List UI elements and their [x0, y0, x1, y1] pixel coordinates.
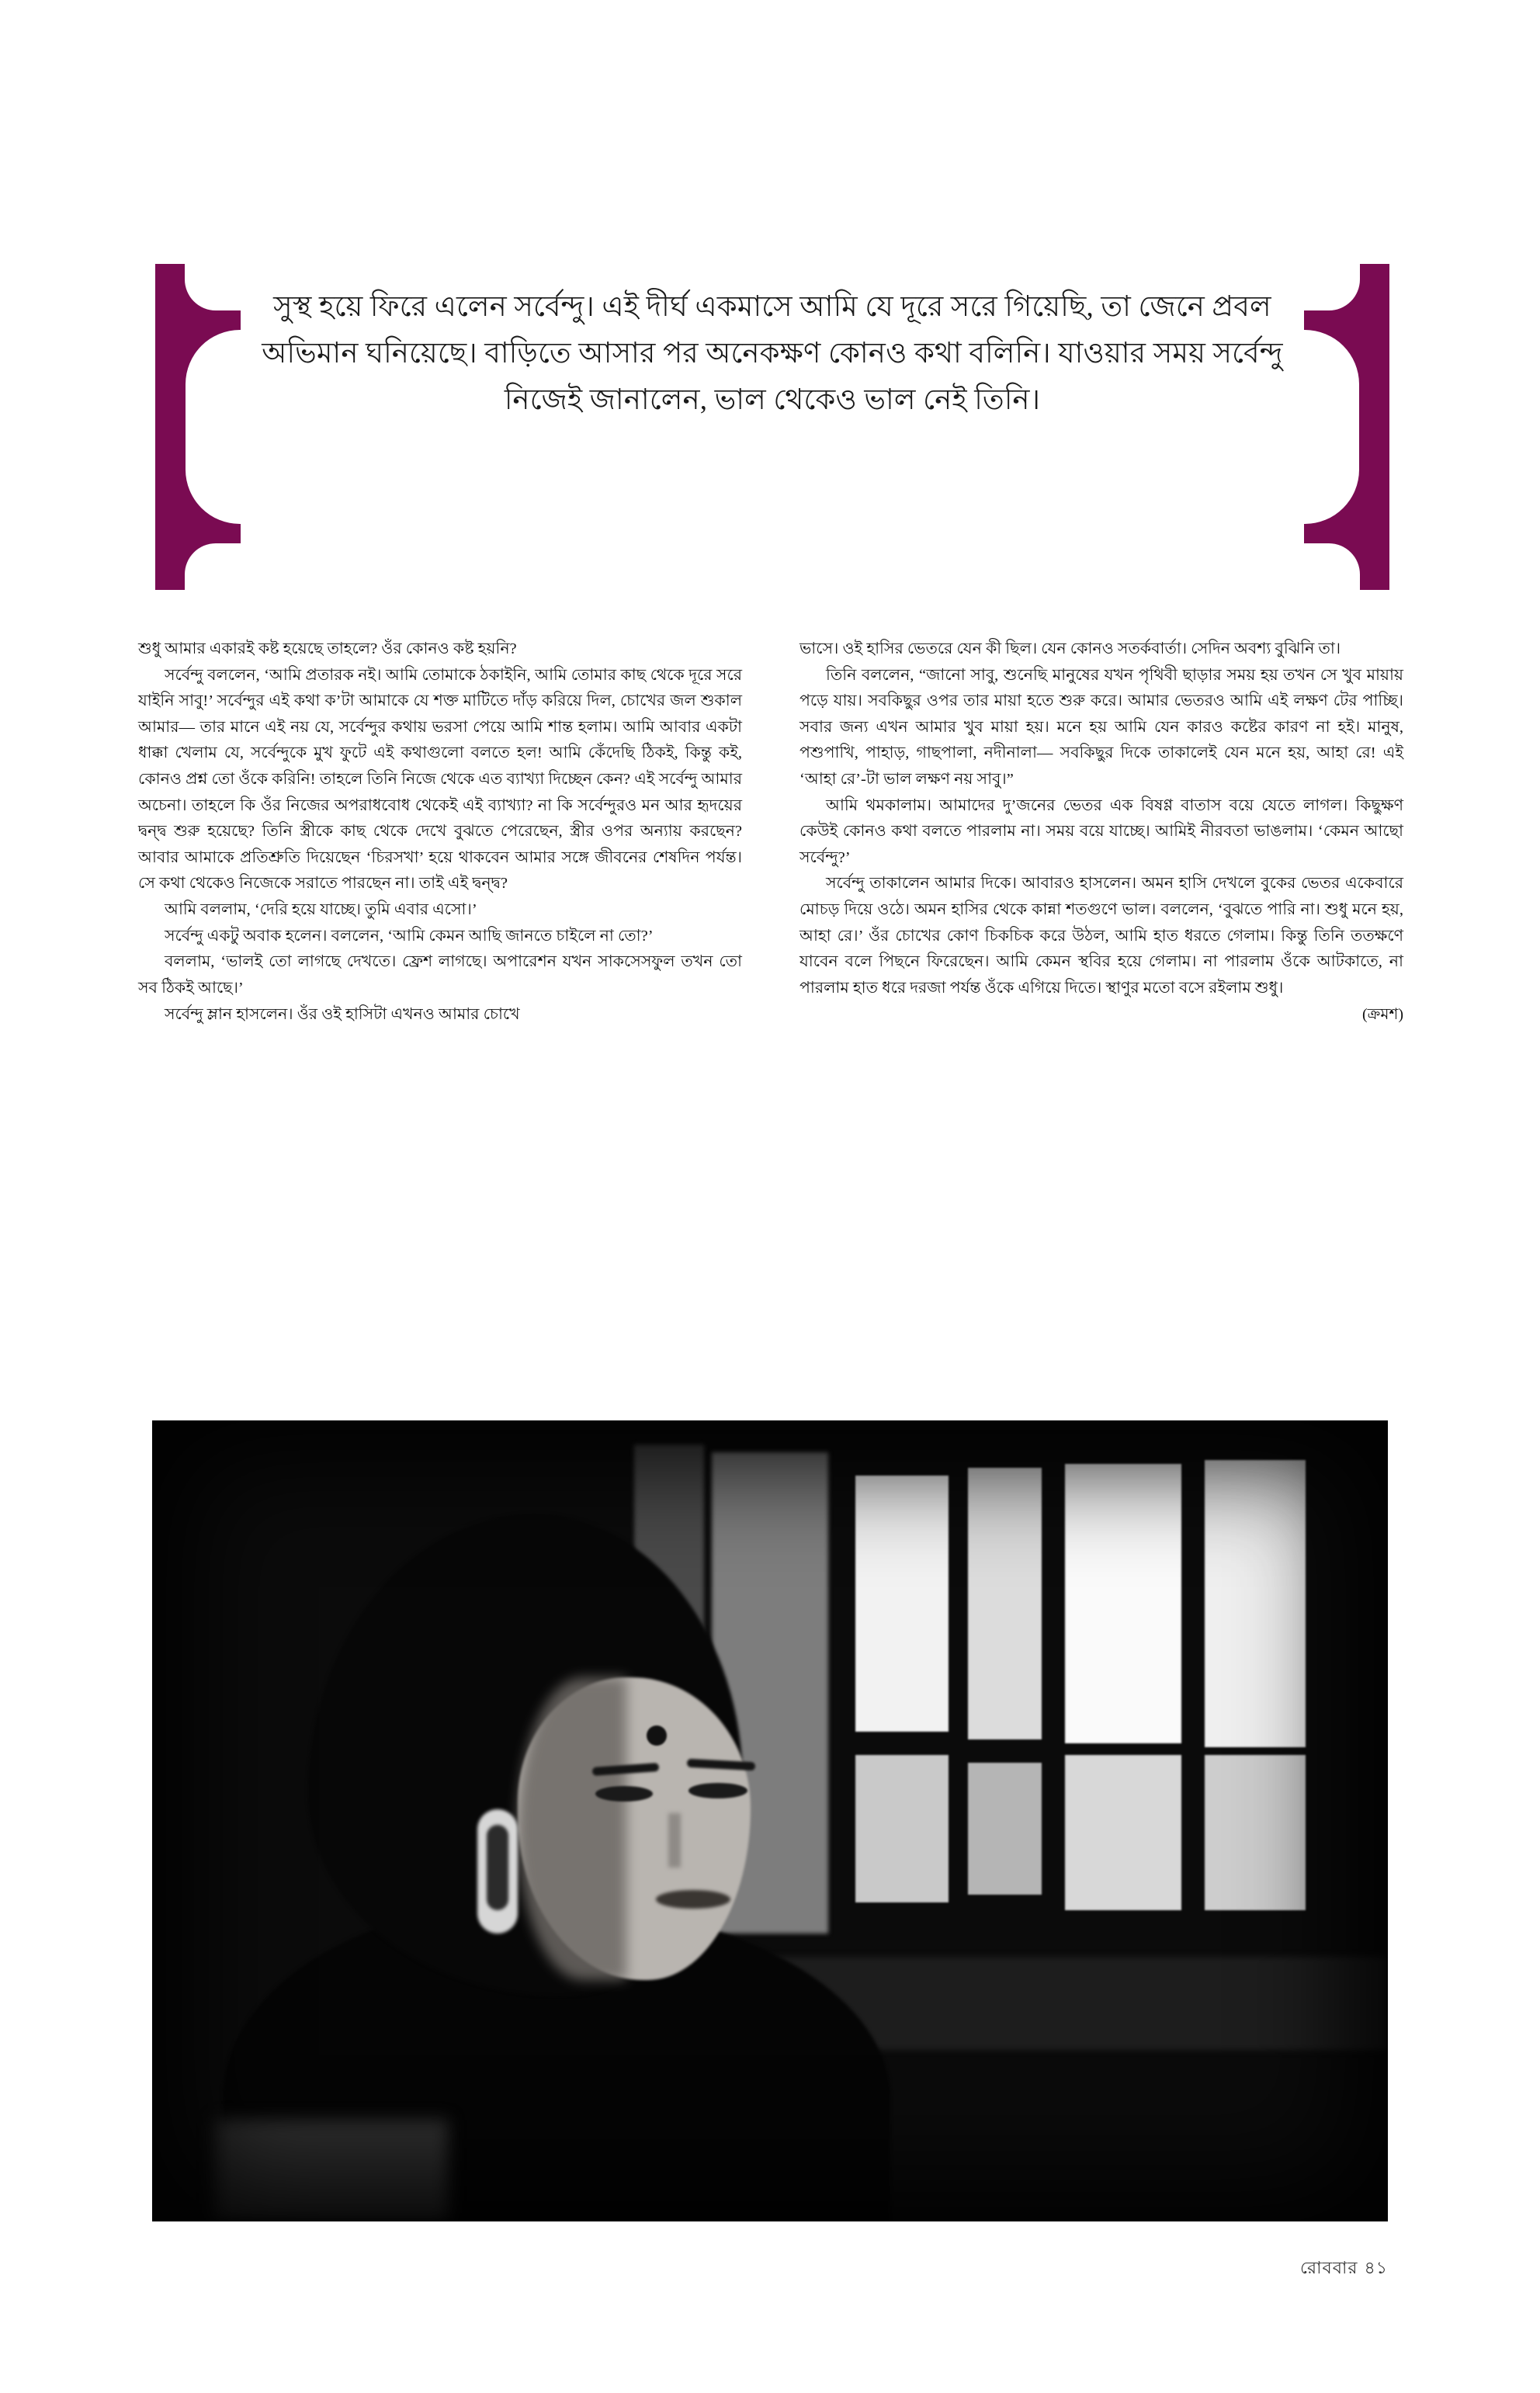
- paragraph: সর্বেন্দু তাকালেন আমার দিকে। আবারও হাসলেন। অমন হাসি দেখলে বুকের ভেতর একেবারে মোচড় দিয়ে ওঠে। অমন হাসির থেকে কান্না শতগুণে ভাল। বললেন, ‘বুঝতে পারি না। শুধু মনে হয়, আহা রে।’ ওঁর চোখের কোণ চিকচিক করে উঠল, আমি হাত ধরতে গেলাম। কিন্তু তিনি ততক্ষণে যাবেন বলে পিছনে ফিরেছেন। আমি কেমন স্থবির হয়ে গেলাম। না পারলাম ওঁকে আটকাতে, না পারলাম হাত ধরে দরজা পর্যন্ত ওঁকে এগিয়ে দিতে। স্থাণুর মতো বসে রইলাম শুধু।: [799, 875, 1403, 997]
- bracket-right-ornament: [1304, 264, 1389, 590]
- bracket-left-ornament: [155, 264, 241, 590]
- page-number: ৪১: [1364, 2258, 1388, 2277]
- paragraph: সর্বেন্দু বললেন, ‘আমি প্রতারক নই। আমি তোমাকে ঠকাইনি, আমি তোমার কাছ থেকে দূরে সরে যাইনি সাবু!’ সর্বেন্দুর এই কথা ক’টা আমাকে যে শক্ত মাটিতে দাঁড় করিয়ে দিল, চোখের জল শুকাল আমার— তার মানে এই নয় যে, সর্বেন্দুর কথায় ভরসা পেয়ে আমি শান্ত হলাম। আমি আবার একটা ধাক্কা খেলাম যে, সর্বেন্দুকে মুখ ফুটে এই কথাগুলো বলতে হল! আমি কেঁদেছি ঠিকই, কিন্তু কই, কোনও প্রশ্ন তো ওঁকে করিনি! তাহলে তিনি নিজে থেকে এত ব্যাখ্যা দিচ্ছেন কেন? এই সর্বেন্দু আমার অচেনা। তাহলে কি ওঁর নিজের অপরাধবোধ থেকেই এই ব্যাখ্যা? না কি সর্বেন্দুরও মন আর হৃদয়ের দ্বন্দ্ব শুরু হয়েছে? তিনি স্ত্রীকে কাছ থেকে দেখে বুঝতে পেরেছেন, স্ত্রীর ওপর অন্যায় করছেন? আবার আমাকে প্রতিশ্রুতি দিয়েছেন ‘চিরসখা’ হয়ে থাকবেন আমার সঙ্গে জীবনের শেষদিন পর্যন্ত। সে কথা থেকেও নিজেকে সরাতে পারছেন না। তাই এই দ্বন্দ্ব?: [138, 666, 742, 893]
- article-body: [138, 636, 1403, 1028]
- paragraph: আমি বললাম, ‘দেরি হয়ে যাচ্ছে। তুমি এবার এসো।’: [165, 901, 477, 919]
- column-left: [138, 636, 742, 1028]
- paragraph: শুধু আমার একারই কষ্ট হয়েছে তাহলে? ওঁর কোনও কষ্ট হয়নি?: [138, 640, 517, 657]
- pullquote-block: [155, 264, 1389, 590]
- paragraph: আমি থমকালাম। আমাদের দু’জনের ভেতর এক বিষণ্ণ বাতাস বয়ে যেতে লাগল। কিছুক্ষণ কেউই কোনও কথা বলতে পারলাম না। সময় বয়ে যাচ্ছে। আমিই নীরবতা ভাঙলাম। ‘কেমন আছো সর্বেন্দু?’: [799, 796, 1403, 866]
- pullquote-text: সুস্থ হয়ে ফিরে এলেন সর্বেন্দু। এই দীর্ঘ একমাসে আমি যে দূরে সরে গিয়েছি, তা জেনে প্রবল অভিমান ঘনিয়েছে। বাড়িতে আসার পর অনেকক্ষণ কোনও কথা বলিনি। যাওয়ার সময় সর্বেন্দু নিজেই জানালেন, ভাল থেকেও ভাল নেই তিনি।: [262, 291, 1283, 416]
- continuation-note: (ক্রমশ): [1362, 1005, 1403, 1023]
- paragraph: তিনি বললেন, “জানো সাবু, শুনেছি মানুষের যখন পৃথিবী ছাড়ার সময় হয় তখন সে খুব মায়ায় পড়ে যায়। সবকিছুর ওপর তার মায়া হতে শুরু করে। আমার ভেতরও আমি এই লক্ষণ টের পাচ্ছি। সবার জন্য এখন আমার খুব মায়া হয়। মনে হয় আমি যেন কারও কষ্টের কারণ না হই। মানুষ, পশুপাখি, পাহাড়, গাছপালা, নদীনালা— সবকিছুর দিকে তাকালেই যেন মনে হয়, আহা রে! এই ‘আহা রে’-টা ভাল লক্ষণ নয় সাবু।”: [799, 666, 1403, 789]
- article-photo: [152, 1420, 1388, 2221]
- paragraph: সর্বেন্দু একটু অবাক হলেন। বললেন, ‘আমি কেমন আছি জানতে চাইলে না তো?’: [165, 927, 654, 945]
- footer-magazine-title: রোববার: [1300, 2258, 1358, 2277]
- column-right: [799, 636, 1403, 1028]
- paragraph: বললাম, ‘ভালই তো লাগছে দেখতে। ফ্রেশ লাগছে। অপারেশন যখন সাকসেসফুল তখন তো সব ঠিকই আছে।’: [138, 953, 742, 997]
- paragraph: ভাসে। ওই হাসির ভেতরে যেন কী ছিল। যেন কোনও সতর্কবার্তা। সেদিন অবশ্য বুঝিনি তা।: [799, 640, 1341, 657]
- paragraph: সর্বেন্দু ম্লান হাসলেন। ওঁর ওই হাসিটা এখনও আমার চোখে: [165, 1005, 520, 1023]
- page-footer: [1300, 2255, 1388, 2284]
